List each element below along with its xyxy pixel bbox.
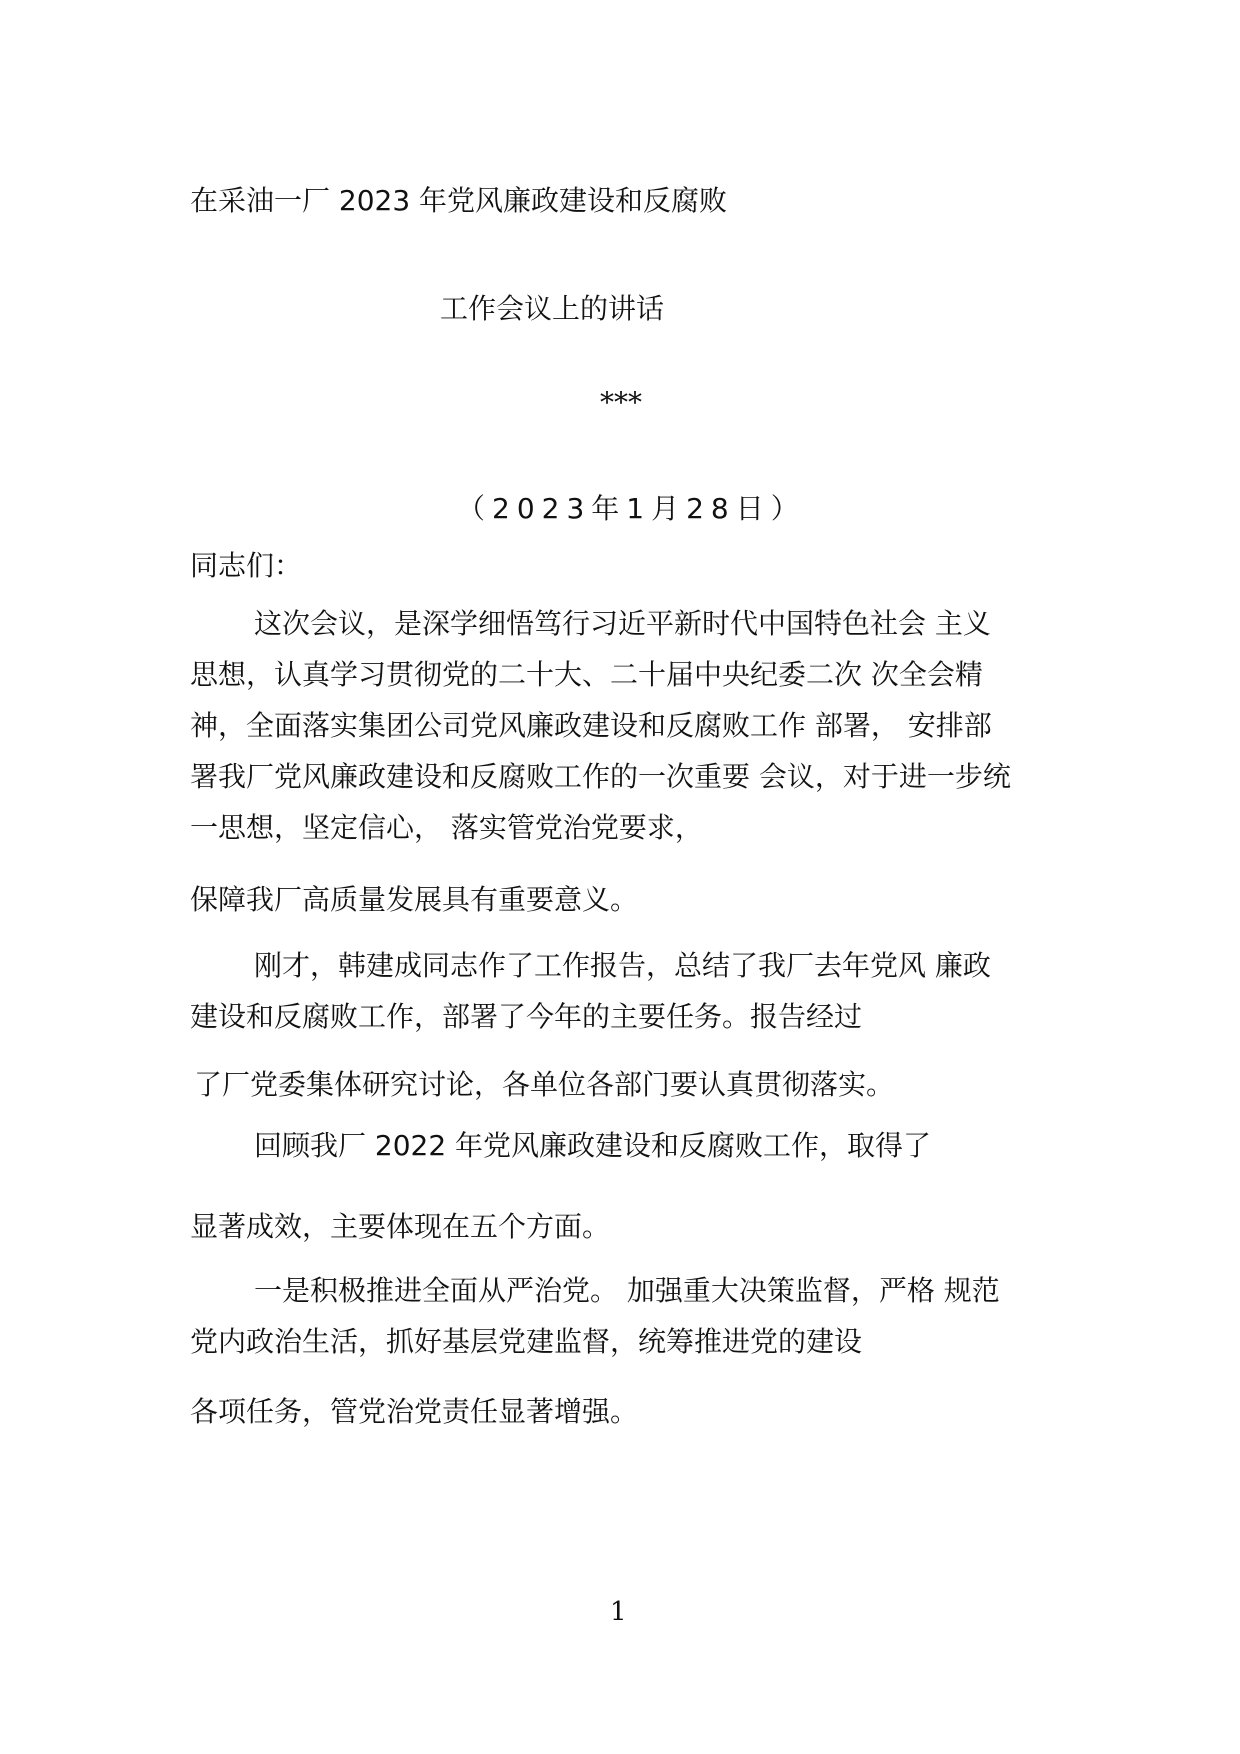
- paragraph-line: 署我厂党风廉政建设和反腐败工作的一次重要 会议，对于进一步统: [190, 760, 1011, 793]
- paragraph-line: 这次会议，是深学细悟笃行习近平新时代中国特色社会 主义: [254, 607, 991, 640]
- paragraph-line: 了厂党委集体研究讨论，各单位各部门要认真贯彻落实。: [194, 1068, 895, 1101]
- author-mark: ***: [600, 386, 642, 419]
- title-line-1: 在采油一厂 2023 年党风廉政建设和反腐败: [190, 184, 728, 217]
- paragraph-line: 保障我厂高质量发展具有重要意义。: [190, 883, 639, 916]
- paragraph-line: 显著成效，主要体现在五个方面。: [190, 1210, 611, 1243]
- title-line-2: 工作会议上的讲话: [440, 292, 665, 325]
- paragraph-line: 一是积极推进全面从严治党。 加强重大决策监督，严格 规范: [254, 1274, 1000, 1307]
- salutation: 同志们：: [190, 549, 303, 582]
- paragraph-line: 思想，认真学习贯彻党的二十大、二十届中央纪委二次 次全会精: [190, 658, 983, 691]
- page-number: 1: [610, 1597, 627, 1627]
- paragraph-line: 党内政治生活，抓好基层党建监督，统筹推进党的建设: [190, 1325, 863, 1358]
- paragraph-line: 刚才，韩建成同志作了工作报告，总结了我厂去年党风 廉政: [254, 949, 991, 982]
- speech-date: （2023年1月28日）: [457, 492, 806, 525]
- paragraph-line: 神，全面落实集团公司党风廉政建设和反腐败工作 部署， 安排部: [190, 709, 992, 742]
- paragraph-line: 一思想，坚定信心， 落实管党治党要求，: [190, 811, 703, 844]
- paragraph-line: 回顾我厂 2022 年党风廉政建设和反腐败工作，取得了: [254, 1129, 932, 1162]
- paragraph-line: 建设和反腐败工作，部署了今年的主要任务。报告经过: [190, 1000, 863, 1033]
- paragraph-line: 各项任务，管党治党责任显著增强。: [190, 1395, 639, 1428]
